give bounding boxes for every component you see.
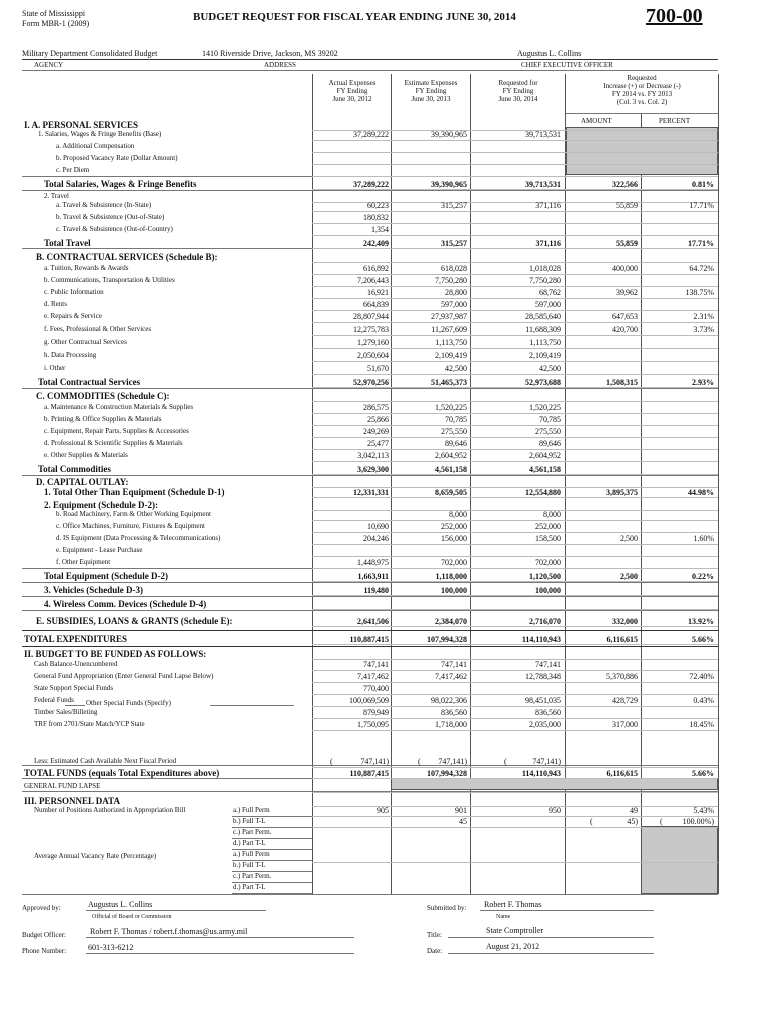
row-value-e: 28,800 [445, 288, 467, 297]
row-value-m: 2,500 [620, 534, 638, 543]
row-value-q: 2,035,000 [529, 720, 561, 729]
row-value-e: 1,113,750 [435, 338, 467, 347]
row-label: c. Public Information [44, 288, 104, 296]
ceo-label: CHIEF EXECUTIVE OFFICER [521, 61, 613, 69]
phone-field[interactable]: 601-313-6212 [88, 943, 134, 952]
row-label: g. Other Contractual Services [44, 338, 127, 346]
row-value-q: 28,585,640 [525, 312, 561, 321]
row-value-m: 6,116,615 [606, 635, 638, 644]
row-label: e. Equipment - Lease Purchase [56, 546, 143, 554]
agency-name: Military Department Consolidated Budget [22, 49, 158, 58]
row-value-a: 25,477 [367, 439, 389, 448]
personnel-type-label: b.) Full T-L [233, 817, 266, 825]
row-value-a: 12,331,331 [353, 488, 389, 497]
row-value-a: 2,050,604 [357, 351, 389, 360]
row-value-a: 25,866 [367, 415, 389, 424]
row-value-q: 98,451,035 [525, 696, 561, 705]
row-label: b. Travel & Subsistence (Out-of-State) [56, 213, 165, 221]
row-value-e: 89,646 [445, 439, 467, 448]
row-label: Total Commodities [38, 464, 111, 474]
row-value-a: 1,663,911 [357, 572, 389, 581]
row-value-a: 7,417,462 [357, 672, 389, 681]
other-special-funds-label: Other Special Funds (Specify) [86, 699, 171, 707]
row-value-e: 42,500 [445, 364, 467, 373]
row-value-a: 12,275,783 [353, 325, 389, 334]
row-value-m: 39,962 [616, 288, 638, 297]
row-value-q: 2,604,952 [529, 451, 561, 460]
row-value-q: 252,000 [535, 522, 561, 531]
state-name: State of Mississippi [22, 9, 86, 18]
row-label: Cash Balance-Unencumbered [34, 660, 118, 668]
row-value-e: 4,561,158 [435, 465, 467, 474]
row-label: a. Additional Compensation [56, 142, 135, 150]
row-value-e: 252,000 [441, 522, 467, 531]
row-value-e: 51,465,373 [431, 378, 467, 387]
row-value-q: 11,688,309 [525, 325, 561, 334]
row-value-a: 204,246 [363, 534, 389, 543]
row-value-a: 770,400 [363, 684, 389, 693]
agency-label: AGENCY [34, 61, 64, 69]
row-value-q: 52,973,688 [525, 378, 561, 387]
header-rule [22, 59, 718, 60]
personnel-type-label: a.) Full Perm [233, 806, 270, 814]
row-value-p: 2.93% [692, 378, 714, 387]
col-estimate-header: Estimate Expenses FY Ending June 30, 2013 [404, 79, 458, 103]
row-value-e: 100,000 [441, 586, 467, 595]
date-label: Date: [427, 947, 443, 955]
page-title: BUDGET REQUEST FOR FISCAL YEAR ENDING JUNE 30, 2014 [193, 11, 516, 23]
approved-label: Approved by: [22, 904, 61, 912]
row-label: f. Other Equipment [56, 558, 111, 566]
row-label: II. BUDGET TO BE FUNDED AS FOLLOWS: [24, 649, 207, 659]
row-label: a. Maintenance & Construction Materials & Supplies [44, 403, 194, 411]
row-value-a: 747,141 [363, 660, 389, 669]
row-value-m: 332,000 [612, 617, 638, 626]
row-value-a: 119,480 [363, 586, 389, 595]
row-label: Total Travel [44, 238, 91, 248]
row-label: d. Rents [44, 300, 67, 308]
row-label: Total Salaries, Wages & Fringe Benefits [44, 179, 197, 189]
row-value-p: 17.71% [689, 201, 714, 210]
row-value-a: 2,641,506 [357, 617, 389, 626]
row-label: Average Annual Vacancy Rate (Percentage) [34, 852, 157, 860]
row-value-q: 747,141 [535, 660, 561, 669]
row-label: 3. Vehicles (Schedule D-3) [44, 585, 143, 595]
row-value-e: 7,417,462 [435, 672, 467, 681]
row-label: 4. Wireless Comm. Devices (Schedule D-4) [44, 599, 207, 609]
row-value-a: 7,206,443 [357, 276, 389, 285]
row-label: Timber Sales/Billeting [34, 708, 98, 716]
row-label: f. Fees, Professional & Other Services [44, 325, 152, 333]
row-value-e: 156,000 [441, 534, 467, 543]
row-label: i. Other [44, 364, 66, 372]
row-value-e: 597,000 [441, 300, 467, 309]
row-label: b. Communications, Transportation & Utilities [44, 276, 175, 284]
row-value-e: 27,937,987 [431, 312, 467, 321]
budget-officer-field[interactable]: Robert F. Thomas / robert.f.thomas@us.army.mil [90, 927, 248, 936]
shaded-block-salaries [566, 127, 718, 175]
row-value-m: 317,000 [612, 720, 638, 729]
row-value-m: 400,000 [612, 264, 638, 273]
row-value-q: 1,120,500 [529, 572, 561, 581]
row-label: 2. Travel [44, 192, 69, 200]
row-value-q: 158,500 [535, 534, 561, 543]
paren-amount: ( [590, 817, 593, 826]
personnel-type-label: d.) Part T-L [233, 883, 266, 891]
row-value-e: 747,141) [438, 757, 467, 766]
row-value-q: 100,000 [535, 586, 561, 595]
row-label: Less: Estimated Cash Available Next Fiscal Period [34, 757, 177, 765]
row-value-p: 1.60% [693, 534, 714, 543]
row-value-e: 70,785 [445, 415, 467, 424]
row-value-a: 242,409 [363, 239, 389, 248]
row-label: a. Tuition, Rewards & Awards [44, 264, 129, 272]
row-value-e: 2,109,419 [435, 351, 467, 360]
row-value-a: 28,807,944 [353, 312, 389, 321]
row-value-e: 7,750,280 [435, 276, 467, 285]
row-value-m: 55,859 [616, 201, 638, 210]
row-value-p: 17.71% [688, 239, 714, 248]
row-value-e: 618,028 [441, 264, 467, 273]
row-value-p: 44.98% [688, 488, 714, 497]
row-label: III. PERSONNEL DATA [24, 796, 120, 806]
ceo-name: Augustus L. Collins [517, 49, 582, 58]
row-label: 2. Equipment (Schedule D-2): [44, 500, 159, 510]
personnel-type-label: c.) Part Perm. [233, 828, 272, 836]
submitted-name: Robert F. Thomas [484, 900, 542, 909]
row-value-e: 1,520,225 [435, 403, 467, 412]
personnel-type-label: d.) Part T-L [233, 839, 266, 847]
row-value-q: 702,000 [535, 558, 561, 567]
row-value-m: 428,729 [612, 696, 638, 705]
row-value-q: 836,560 [535, 708, 561, 717]
personnel-type-label: c.) Part Perm. [233, 872, 272, 880]
row-value-p: 0.43% [693, 696, 714, 705]
row-value-a: 16,921 [367, 288, 389, 297]
row-value-q: 371,116 [535, 239, 561, 248]
row-label: e. Other Supplies & Materials [44, 451, 128, 459]
row-value-a: 10,690 [367, 522, 389, 531]
row-value-e: 39,390,965 [431, 130, 467, 139]
row-value-p: 5.43% [693, 806, 714, 815]
row-label: 1. Total Other Than Equipment (Schedule D-1) [44, 487, 225, 497]
row-value-m: 1,508,315 [606, 378, 638, 387]
row-value-e: 1,718,000 [435, 720, 467, 729]
row-value-p: 3.73% [693, 325, 714, 334]
row-value-e: 275,550 [441, 427, 467, 436]
row-value-q: 70,785 [539, 415, 561, 424]
row-value-e: 747,141 [441, 660, 467, 669]
row-value-a: 3,629,300 [357, 465, 389, 474]
row-value-e: 836,560 [441, 708, 467, 717]
name-sub: Name [496, 914, 511, 920]
row-value-e: 2,384,070 [435, 617, 467, 626]
form-id: Form MBR-1 (2009) [22, 19, 90, 28]
row-value-m: 3,895,375 [606, 488, 638, 497]
col-requested-header: Requested for FY Ending June 30, 2014 [498, 79, 538, 103]
row-value-a: 879,949 [363, 708, 389, 717]
row-value-a: 51,670 [367, 364, 389, 373]
row-label: b. Printing & Office Supplies & Materials [44, 415, 162, 423]
row-value-a: 747,141) [360, 757, 389, 766]
row-value-p: 13.92% [688, 617, 714, 626]
row-label: Total Contractual Services [38, 377, 141, 387]
row-value-a: 1,448,975 [357, 558, 389, 567]
row-value-e: 107,994,328 [427, 635, 467, 644]
agency-address: 1410 Riverside Drive, Jackson, MS 39202 [202, 49, 338, 58]
row-value-e: 901 [455, 806, 467, 815]
shaded-block-vacancy [641, 826, 718, 894]
form-number: 700-00 [646, 5, 703, 27]
row-value-p: 5.66% [692, 635, 714, 644]
row-label: General Fund Appropriation (Enter General Fund Lapse Below) [34, 672, 214, 680]
row-label: 1. Salaries, Wages & Fringe Benefits (Base) [38, 130, 162, 138]
row-value-q: 275,550 [535, 427, 561, 436]
date-field[interactable]: August 21, 2012 [486, 942, 540, 951]
title-field[interactable]: State Comptroller [486, 926, 544, 935]
shaded-block-lapse [391, 778, 718, 790]
row-value-q: 12,554,880 [525, 488, 561, 497]
header-rule-2 [22, 70, 718, 71]
row-value-p: 18.45% [689, 720, 714, 729]
row-label: D. CAPITAL OUTLAY: [36, 477, 129, 487]
row-value-m: 49 [630, 806, 638, 815]
phone-label: Phone Number: [22, 947, 67, 955]
amount-header: AMOUNT [581, 117, 612, 125]
row-label: c. Office Machines, Furniture, Fixtures & Equipment [56, 522, 205, 530]
row-value-a: 1,279,160 [357, 338, 389, 347]
row-label: h. Data Processing [44, 351, 97, 359]
row-label: b. Proposed Vacancy Rate (Dollar Amount) [56, 154, 178, 162]
paren-estimate: ( [418, 757, 421, 766]
row-label: c. Equipment, Repair Parts, Supplies & Accessories [44, 427, 189, 435]
row-value-a: 110,887,415 [349, 769, 389, 778]
row-value-e: 8,659,505 [435, 488, 467, 497]
row-value-a: 52,970,256 [353, 378, 389, 387]
personnel-type-label: b.) Full T-L [233, 861, 266, 869]
row-value-p: 0.81% [692, 180, 714, 189]
row-value-p: 100.00%) [682, 817, 714, 826]
row-value-m: 55,859 [616, 239, 638, 248]
row-label: Number of Positions Authorized in Appropriation Bill [34, 806, 186, 814]
row-value-a: 180,832 [363, 213, 389, 222]
row-value-a: 60,223 [367, 201, 389, 210]
row-value-q: 42,500 [539, 364, 561, 373]
row-label: d. Professional & Scientific Supplies & Materials [44, 439, 183, 447]
row-value-e: 45 [459, 817, 467, 826]
row-value-a: 100,069,509 [349, 696, 389, 705]
row-value-p: 2.31% [693, 312, 714, 321]
row-value-p: 72.40% [689, 672, 714, 681]
row-value-a: 286,575 [363, 403, 389, 412]
row-value-q: 1,113,750 [529, 338, 561, 347]
row-value-e: 11,267,609 [431, 325, 467, 334]
row-label: State Support Special Funds [34, 684, 114, 692]
row-value-e: 107,994,328 [427, 769, 467, 778]
row-label: I. A. PERSONAL SERVICES [24, 120, 138, 130]
approved-name: Augustus L. Collins [88, 900, 153, 909]
percent-header: PERCENT [659, 117, 691, 125]
paren-percent: ( [660, 817, 663, 826]
row-label: d. IS Equipment (Data Processing & Telecommunications) [56, 534, 221, 542]
row-value-q: 12,788,348 [525, 672, 561, 681]
row-value-e: 2,604,952 [435, 451, 467, 460]
row-value-q: 597,000 [535, 300, 561, 309]
row-value-q: 114,110,943 [521, 769, 561, 778]
row-value-a: 1,750,095 [357, 720, 389, 729]
submitted-label: Submitted by: [427, 904, 467, 912]
row-value-e: 98,022,306 [431, 696, 467, 705]
col-change-header: Requested Increase (+) or Decrease (-) FY 2014 vs. FY 2013 (Col. 3 vs. Col. 2) [603, 74, 681, 106]
title-label: Title: [427, 931, 442, 939]
row-value-q: 950 [549, 806, 561, 815]
row-value-a: 664,839 [363, 300, 389, 309]
row-label: a. Travel & Subsistence (In-State) [56, 201, 152, 209]
row-value-q: 114,110,943 [521, 635, 561, 644]
row-value-e: 315,257 [441, 201, 467, 210]
row-value-p: 5.66% [692, 769, 714, 778]
row-value-q: 39,713,531 [525, 130, 561, 139]
paren-requested: ( [504, 757, 507, 766]
row-value-p: 138.75% [685, 288, 714, 297]
row-value-p: 64.72% [689, 264, 714, 273]
row-label: e. Repairs & Service [44, 312, 102, 320]
row-value-m: 2,500 [620, 572, 638, 581]
row-value-m: 5,370,886 [606, 672, 638, 681]
row-value-e: 315,257 [441, 239, 467, 248]
row-value-q: 8,000 [543, 510, 561, 519]
row-value-q: 2,716,070 [529, 617, 561, 626]
row-value-q: 68,762 [539, 288, 561, 297]
row-value-m: 6,116,615 [606, 769, 638, 778]
row-label: Federal Funds [34, 696, 74, 704]
approved-sub: Official of Board or Commission [92, 914, 172, 920]
row-label: B. CONTRACTUAL SERVICES (Schedule B): [36, 252, 218, 262]
row-value-a: 616,892 [363, 264, 389, 273]
row-label: E. SUBSIDIES, LOANS & GRANTS (Schedule E): [36, 616, 233, 626]
row-value-m: 647,653 [612, 312, 638, 321]
personnel-type-label: a.) Full Perm [233, 850, 270, 858]
row-value-q: 89,646 [539, 439, 561, 448]
row-label: Total Equipment (Schedule D-2) [44, 571, 168, 581]
row-value-e: 702,000 [441, 558, 467, 567]
row-label: b. Road Machinery, Farm & Other Working Equipment [56, 510, 211, 518]
row-value-e: 39,390,965 [431, 180, 467, 189]
row-value-m: 322,566 [612, 180, 638, 189]
row-value-a: 3,042,113 [357, 451, 389, 460]
row-value-m: 420,700 [612, 325, 638, 334]
budget-officer-label: Budget Officer: [22, 931, 66, 939]
col-actual-header: Actual Expenses FY Ending June 30, 2012 [328, 79, 376, 103]
row-value-q: 371,116 [535, 201, 561, 210]
row-value-q: 747,141) [532, 757, 561, 766]
row-value-m: 45) [627, 817, 638, 826]
row-label: c. Per Diem [56, 166, 90, 174]
row-value-q: 2,109,419 [529, 351, 561, 360]
row-value-a: 1,354 [371, 225, 389, 234]
row-value-e: 8,000 [449, 510, 467, 519]
row-label: C. COMMODITIES (Schedule C): [36, 391, 170, 401]
row-value-e: 1,118,000 [435, 572, 467, 581]
row-label: TOTAL FUNDS (equals Total Expenditures above) [24, 768, 220, 778]
row-value-a: 37,289,222 [353, 180, 389, 189]
row-label: TOTAL EXPENDITURES [24, 634, 127, 644]
paren-actual: ( [330, 757, 333, 766]
row-label: GENERAL FUND LAPSE [24, 782, 101, 790]
row-value-a: 110,887,415 [349, 635, 389, 644]
row-value-q: 7,750,280 [529, 276, 561, 285]
address-label: ADDRESS [264, 61, 296, 69]
row-value-q: 4,561,158 [529, 465, 561, 474]
row-value-q: 39,713,531 [525, 180, 561, 189]
row-value-a: 249,269 [363, 427, 389, 436]
row-value-q: 1,018,028 [529, 264, 561, 273]
row-label: TRF from 2701/State Match/YCP State [34, 720, 145, 728]
row-label: c. Travel & Subsistence (Out-of-Country) [56, 225, 173, 233]
row-value-a: 905 [377, 806, 389, 815]
row-value-a: 37,289,222 [353, 130, 389, 139]
row-value-q: 1,520,225 [529, 403, 561, 412]
row-value-p: 0.22% [692, 572, 714, 581]
